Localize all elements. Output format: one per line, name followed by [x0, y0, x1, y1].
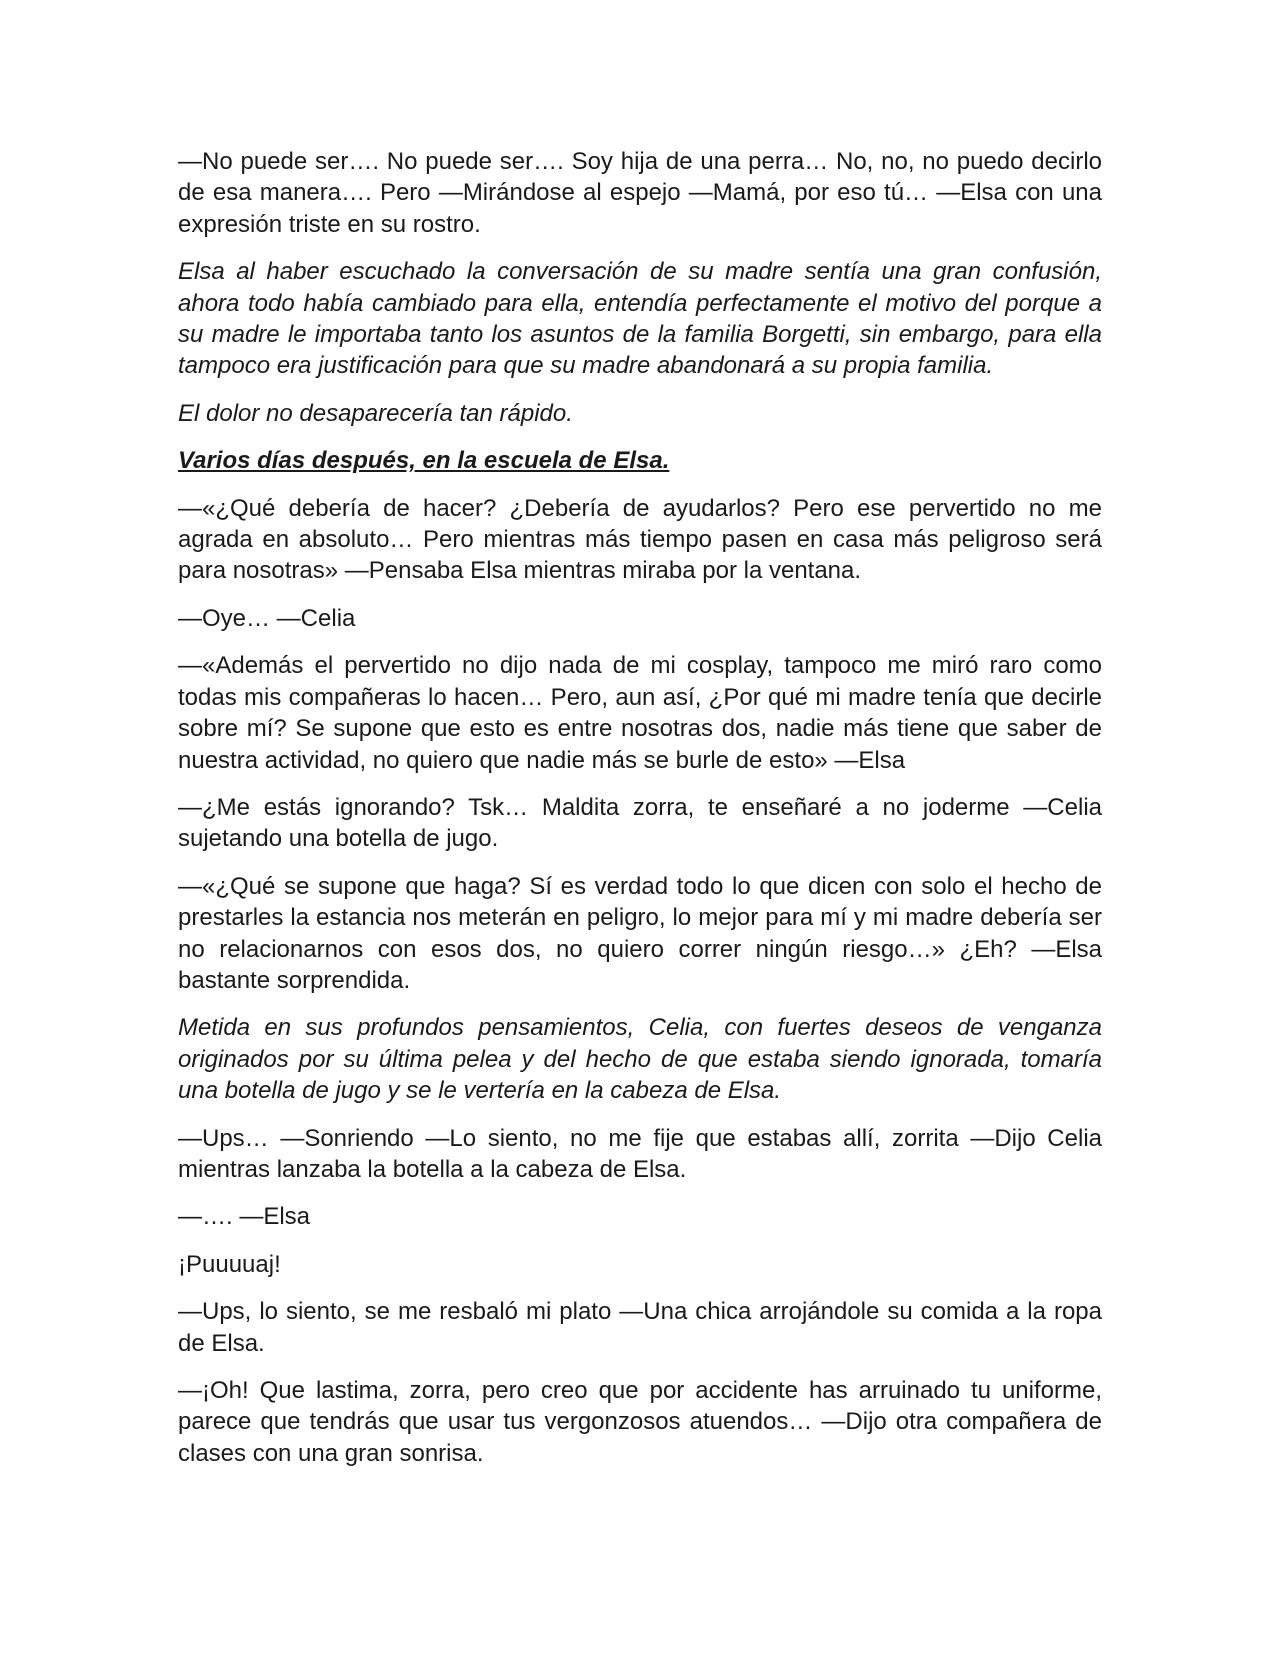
paragraph-uniform: —¡Oh! Que lastima, zorra, pero creo que por accidente has arruinado tu uniforme, parece que tendrás que usar tus vergonzosos atuendos… —Dijo otra compañera de clases con una gran sonrisa. — [178, 1377, 1102, 1467]
paragraph-pain: El dolor no desaparecería tan rápido. — [178, 399, 573, 427]
paragraph-puaj: ¡Puuuuaj! — [178, 1250, 281, 1278]
paragraph-elsa-confusion: Elsa al haber escuchado la conversación de su madre sentía una gran confusión, ahora todo había cambiado para ella, entendía perfectamente el motivo del porque a su madre le importaba tanto los asuntos de la familia Borgetti, sin embargo, para ella tampoco era justificación para que su madre abandonará a su propia familia. — [178, 258, 1102, 380]
paragraph-mirror-monologue: —No puede ser…. No puede ser…. Soy hija de una perra… No, no, no puedo decirlo de esa manera…. Pero —Mirándose al espejo —Mamá, por eso tú… —Elsa con una expresión triste en su rostro. — [178, 148, 1102, 238]
paragraph-celia-ignored: —¿Me estás ignorando? Tsk… Maldita zorra, te enseñaré a no joderme —Celia sujetando una botella de jugo. — [178, 793, 1102, 853]
paragraph-plate: —Ups, lo siento, se me resbaló mi plato —Una chica arrojándole su comida a la ropa de Elsa. — [178, 1298, 1102, 1357]
paragraph-celia-revenge: Metida en sus profundos pensamientos, Celia, con fuertes deseos de venganza originados por su última pelea y del hecho de que estaba siendo ignorada, tomaría una botella de jugo y se le vertería en la cabeza de Elsa. — [178, 1014, 1102, 1105]
paragraph-celia-oye: —Oye… —Celia — [178, 604, 356, 632]
document-page — [178, 146, 1102, 1485]
scene-heading: Varios días después, en la escuela de Elsa. — [178, 447, 670, 475]
paragraph-elsa-thoughts-1: —«¿Qué debería de hacer? ¿Debería de ayudarlos? Pero ese pervertido no me agrada en absoluto… Pero mientras más tiempo pasen en casa más peligroso será para nosotras» —Pensaba Elsa mientras miraba por la ventana. — [178, 494, 1102, 585]
paragraph-elsa-silence: —…. —Elsa — [178, 1203, 311, 1231]
paragraph-elsa-thoughts-2: —«Además el pervertido no dijo nada de mi cosplay, tampoco me miró raro como todas mis compañeras lo hacen… Pero, aun así, ¿Por qué mi madre tenía que decirle sobre mí? Se supone que esto es entre nosotras dos, nadie más tiene que saber de nuestra actividad, no quiero que nadie más se burle de esto» —Elsa — [178, 652, 1102, 774]
paragraph-celia-ups: —Ups… —Sonriendo —Lo siento, no me fije que estabas allí, zorrita —Dijo Celia mientras lanzaba la botella a la cabeza de Elsa. — [178, 1124, 1102, 1183]
paragraph-elsa-thoughts-3: —«¿Qué se supone que haga? Sí es verdad todo lo que dicen con solo el hecho de prestarles la estancia nos meterán en peligro, lo mejor para mí y mi madre debería ser no relacionarnos con esos dos, no quiero correr ningún riesgo…» ¿Eh? —Elsa bastante sorprendida. — [178, 872, 1102, 994]
